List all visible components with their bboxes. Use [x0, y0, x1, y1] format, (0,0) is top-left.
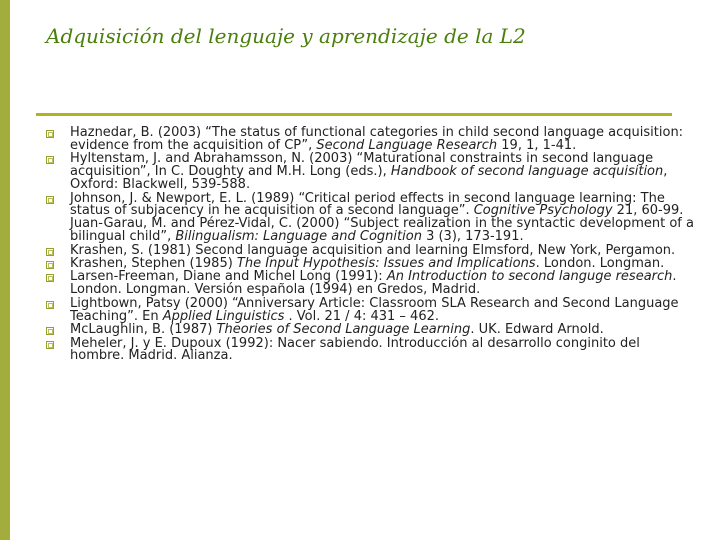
reference-title-italic: An Introduction to second languge research [386, 269, 673, 285]
square-bullet-icon [46, 301, 54, 309]
reference-text: Hyltenstam, J. and Abrahamsson, N. (2003) “Maturational constraints in second language acquisition”, In C. Doughty and M.H. Long (eds.), [70, 151, 654, 180]
square-bullet-icon [46, 248, 54, 256]
reference-title-italic: Handbook of second language acquisition [390, 164, 664, 180]
reference-text: . London. Longman. [535, 256, 665, 272]
square-bullet-icon [46, 156, 54, 164]
reference-text: . Vol. 21 / 4: 431 – 462. [284, 308, 439, 324]
reference-item [46, 153, 696, 192]
square-bullet-icon [46, 130, 54, 138]
reference-text: Krashen, Stephen (1985) [70, 256, 237, 272]
reference-item [46, 271, 696, 297]
square-bullet-icon [46, 341, 54, 349]
reference-title-italic: Cognitive Psychology [473, 203, 613, 219]
reference-list [46, 127, 696, 364]
reference-title-italic: Applied Linguistics [162, 308, 285, 324]
title-divider [36, 113, 672, 116]
reference-text: McLaughlin, B. (1987) [70, 322, 217, 338]
square-bullet-icon [46, 274, 54, 282]
square-bullet-icon [46, 327, 54, 335]
left-accent-band [0, 0, 10, 540]
reference-title-italic: Theories of Second Language Learning [216, 322, 471, 338]
square-bullet-icon [46, 196, 54, 204]
reference-title-italic: The Input Hypothesis: Issues and Implications [236, 256, 536, 272]
reference-item [46, 335, 696, 364]
reference-text: . UK. Edward Arnold. [470, 322, 604, 338]
reference-text: Meheler, J. y E. Dupoux (1992): Nacer sabiendo. Introducción al desarrollo conginito del hombre. Madrid. Alianza. [70, 335, 640, 364]
reference-text: . London. Longman. Versión española (1994) en Gredos, Madrid. [70, 269, 677, 298]
reference-text: 21, 60-99. Juan-Garau, M. and Pérez-Vidal, C. (2000) “Subject realization in the syntactic development of a bilingual child”, [70, 203, 694, 245]
reference-item [46, 295, 696, 324]
square-bullet-icon [46, 261, 54, 269]
reference-item [46, 127, 696, 153]
reference-item [46, 190, 696, 245]
reference-text: Larsen-Freeman, Diane and Michel Long (1991): [70, 269, 387, 285]
reference-title-italic: Second Language Research [316, 137, 498, 153]
reference-text: 3 (3), 173-191. [421, 229, 524, 245]
reference-text: , Oxford: Blackwell, 539-588. [70, 164, 668, 193]
reference-text: Krashen, S. (1981) Second language acquisition and learning Elmsford, New York, Pergamon. [70, 242, 676, 258]
reference-text: Haznedar, B. (2003) “The status of functional categories in child second language acquisition: evidence from the acquisition of CP”, [70, 125, 684, 153]
reference-text: Lightbown, Patsy (2000) “Anniversary Article: Classroom SLA Research and Second Language Teaching”. En [70, 295, 679, 324]
reference-text: 19, 1, 1-41. [497, 137, 577, 153]
slide-title: Adquisición del lenguaje y aprendizaje de la L2 [46, 24, 526, 48]
reference-title-italic: Bilingualism: Language and Cognition [175, 229, 422, 245]
reference-text: Johnson, J. & Newport, E. L. (1989) “Critical period effects in second language learning: The status of subjacency in he acquisition of a second language”. [70, 190, 665, 219]
